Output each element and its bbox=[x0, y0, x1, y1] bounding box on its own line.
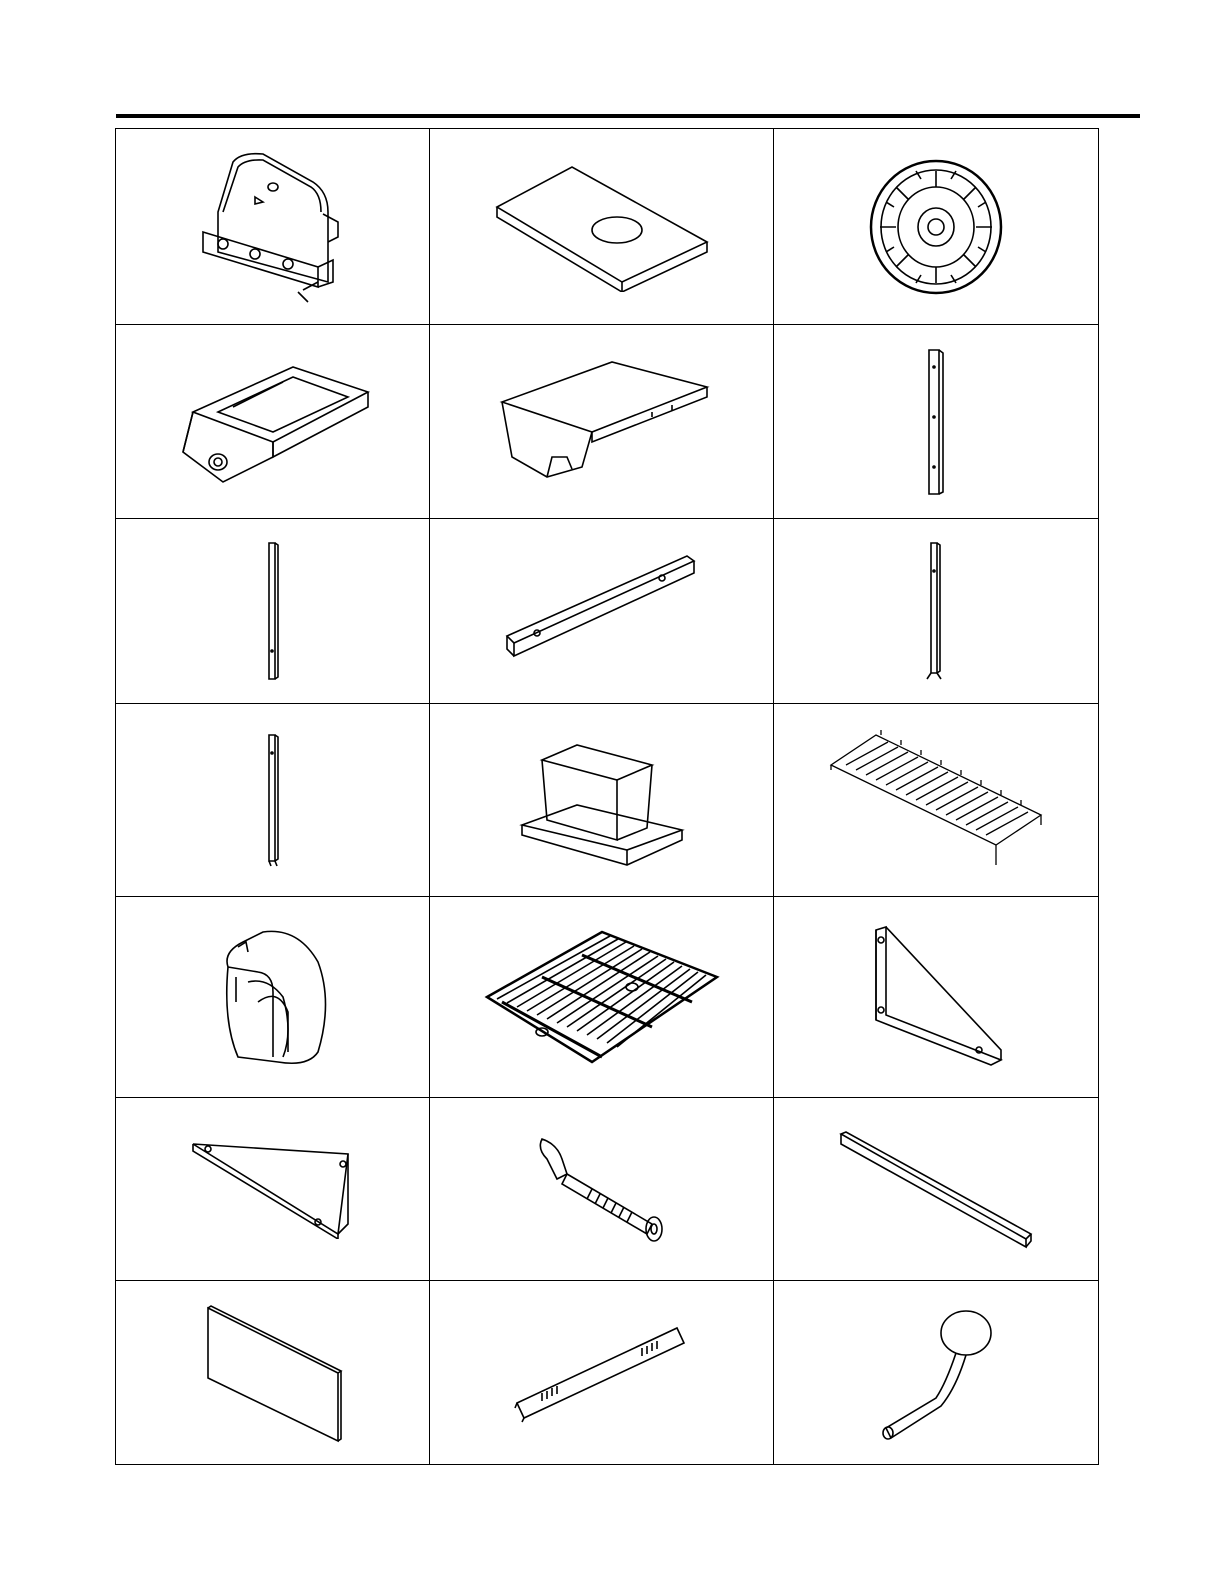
warming-rack-icon bbox=[826, 730, 1046, 870]
leg-front-right-icon bbox=[921, 347, 951, 497]
wheel-icon bbox=[866, 157, 1006, 297]
leg-rear-right-icon bbox=[921, 541, 951, 681]
part-cell bbox=[774, 1281, 1099, 1465]
part-cell bbox=[116, 1281, 430, 1465]
part-cell bbox=[430, 325, 774, 519]
rail-icon bbox=[836, 1129, 1036, 1249]
parts-row bbox=[116, 1098, 1099, 1281]
grill-head-icon bbox=[193, 142, 353, 312]
part-cell bbox=[774, 704, 1099, 897]
shelf-bracket-left-icon bbox=[188, 1139, 358, 1239]
side-burner-shelf-icon bbox=[173, 352, 373, 492]
part-cell bbox=[116, 897, 430, 1098]
shelf-bracket-right-icon bbox=[861, 925, 1011, 1070]
header-rule bbox=[116, 114, 1140, 118]
part-cell bbox=[774, 519, 1099, 704]
parts-row bbox=[116, 519, 1099, 704]
leg-front-left-icon bbox=[261, 541, 285, 681]
parts-row bbox=[116, 325, 1099, 519]
part-cell bbox=[116, 325, 430, 519]
part-cell bbox=[774, 897, 1099, 1098]
part-cell bbox=[116, 704, 430, 897]
part-cell bbox=[430, 1281, 774, 1465]
part-cell bbox=[430, 897, 774, 1098]
back-panel-icon bbox=[203, 1303, 343, 1443]
part-cell bbox=[430, 1098, 774, 1281]
part-cell bbox=[430, 129, 774, 325]
part-cell bbox=[116, 129, 430, 325]
part-cell bbox=[774, 1098, 1099, 1281]
cooking-grate-icon bbox=[482, 927, 722, 1067]
cross-brace-icon bbox=[502, 551, 702, 671]
side-shelf-icon bbox=[492, 357, 712, 487]
parts-row bbox=[116, 897, 1099, 1098]
part-cell bbox=[116, 519, 430, 704]
heat-tent-icon bbox=[512, 1323, 692, 1423]
cart-top-panel-icon bbox=[492, 162, 712, 292]
tank-holder-icon bbox=[517, 730, 687, 870]
leg-rear-left-icon bbox=[261, 733, 285, 868]
part-cell bbox=[430, 704, 774, 897]
part-cell bbox=[774, 129, 1099, 325]
part-cell bbox=[430, 519, 774, 704]
parts-row bbox=[116, 129, 1099, 325]
control-knob-icon bbox=[208, 922, 338, 1072]
parts-table bbox=[115, 128, 1099, 1465]
tank-bolt-icon bbox=[532, 1134, 672, 1244]
side-burner-head-icon bbox=[866, 1303, 1006, 1443]
parts-row bbox=[116, 1281, 1099, 1465]
part-cell bbox=[774, 325, 1099, 519]
part-cell bbox=[116, 1098, 430, 1281]
parts-row bbox=[116, 704, 1099, 897]
